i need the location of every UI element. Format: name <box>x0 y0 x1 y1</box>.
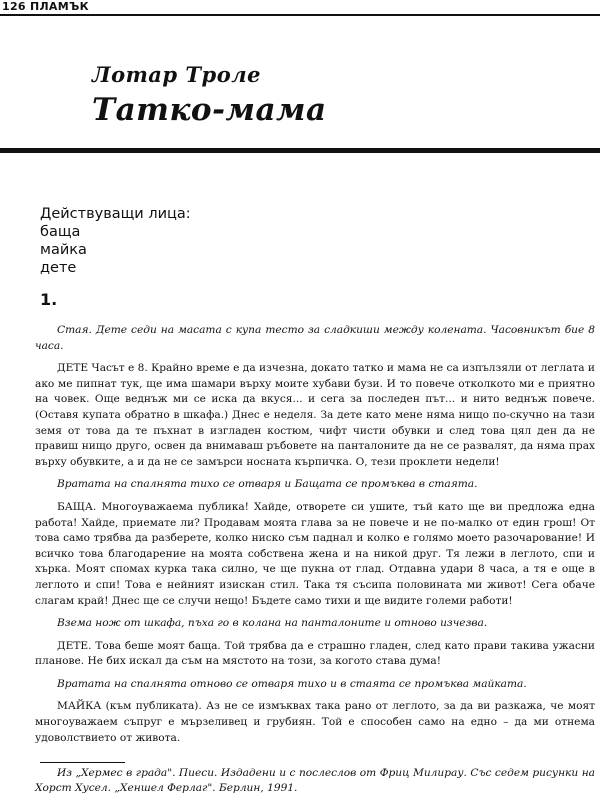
cast-item-child: дете <box>40 260 77 276</box>
play-text <box>35 323 595 753</box>
stage-direction: Вратата на спалнята тихо се отваря и Бащата се промъква в стаята. <box>57 478 478 491</box>
title-rule <box>0 148 600 153</box>
cast-list <box>40 205 191 277</box>
cast-item-mother: майка <box>40 242 87 258</box>
footnote: Из „Хермес в града". Пиеси. Издадени и с послеслов от Фриц Милирау. Със седем рисунки на Хорст Хусел. „Хеншел Ферлаг". Берлин, 1991. <box>35 767 595 794</box>
author-name: Лотар Троле <box>92 62 261 87</box>
page-number-label: 126 ПЛАМЪК <box>2 0 89 13</box>
play-title: Татко-мама <box>92 92 327 128</box>
dialogue-mother: МАЙКА (към публиката). Аз не се измъквах така рано от леглото, за да ви разкажа, че моят многоуважаем съпруг е мързеливец и грубиян. Той е способен само на едно – да ми отнема удоволствието от живота. <box>35 700 595 744</box>
cast-item-father: баща <box>40 224 81 240</box>
cast-heading: Действуващи лица: <box>40 206 191 222</box>
stage-direction: Взема нож от шкафа, пъха го в колана на панталоните и отново изчезва. <box>57 617 488 630</box>
dialogue-child: ДЕТЕ. Това беше моят баща. Той трябва да е страшно гладен, след като прави такива ужасни планове. Не бих искал да съм на мястото на този, за когото става дума! <box>35 639 595 668</box>
footnote-rule <box>40 762 125 763</box>
stage-direction: Стая. Дете седи на масата с купа тесто за сладкиши между колената. Часовникът бие 8 часа. <box>35 324 595 352</box>
dialogue-father: БАЩА. Многоуважаема публика! Хайде, отворете си ушите, тъй като ще ви предложа една работа! Хайде, приемате ли? Продавам моята глава за не повече и не по-малко от един грош! От това само трябва да разберете, колко ниско съм паднал и колко е голямо моето разочарование! И всичко това благодарение на моята собствена жена и на никой друг. Тя лежи в леглото, спи и хърка. Моят спомах курка така силно, че ще пукна от глад. Отдавна удари 8 часа, а тя е още в леглото и спи! Това е нейният изискан стил. Така тя съсипа половината ми живот! Сега обаче слагам край! Днес ще се случи нещо! Бъдете само тихи и ще видите големи работи! <box>35 500 595 607</box>
dialogue-child: ДЕТЕ Часът е 8. Крайно време е да изчезна, докато татко и мама не са изпълзяли от леглата и ако ме пипнат тук, ще има шамари върху моите хубави бузи. И то повече отколкото ми е приятно на човек. Още веднъж ми се иска да вкуся... и сега за последен път... и нито веднъж повече. (Оставя купата обратно в шкафа.) Днес е неделя. За дете като мене няма нищо по-скучно на тази земя от това да те пъхнат в изгладен костюм, чифт чисти обувки и след това цял ден да не правиш нищо друго, освен да внимаваш ръбовете на панталоните да не се развалят, да няма прах върху обувките, а и да не се замърси носната кърпичка. О, тези проклети недели! <box>35 362 595 468</box>
stage-direction: Вратата на спалнята отново се отваря тихо и в стаята се промъква майката. <box>57 677 527 690</box>
running-header <box>0 0 600 16</box>
section-number: 1. <box>40 290 58 309</box>
